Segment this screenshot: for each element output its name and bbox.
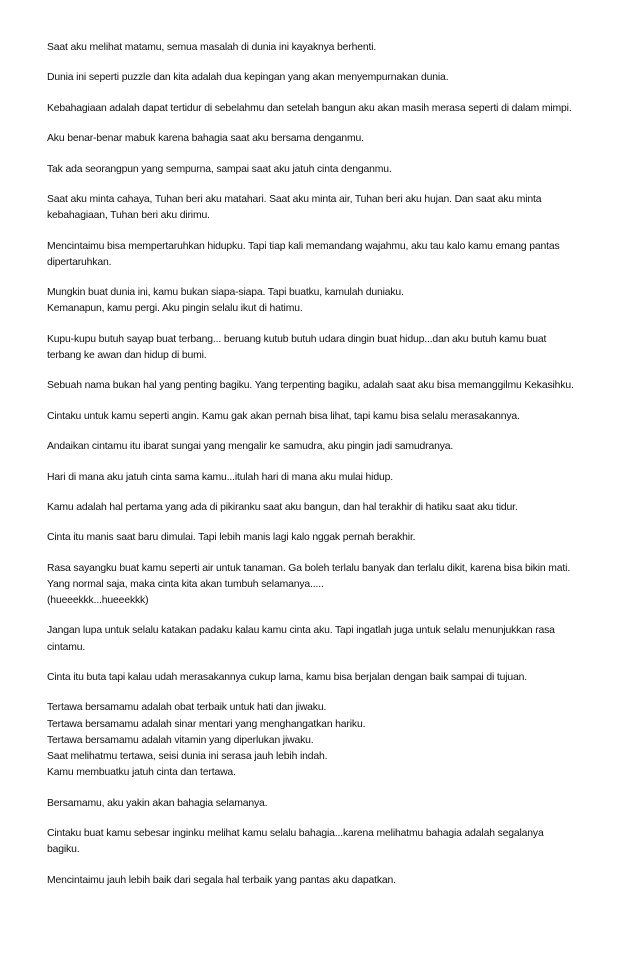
text-line: Kamu membuatku jatuh cinta dan tertawa. [47,767,236,779]
paragraph [47,623,607,655]
paragraph [47,470,607,486]
paragraph [47,131,607,147]
text-line: Tak ada seorangpun yang sempurna, sampai saat aku jatuh cinta denganmu. [47,163,392,175]
text-line: Rasa sayangku buat kamu seperti air untuk tanaman. Ga boleh terlalu banyak dan terlalu dikit, karena bisa bikin mati. [47,562,571,574]
paragraph [47,162,607,178]
paragraph [47,796,607,812]
paragraph [47,439,607,455]
text-line: Yang normal saja, maka cinta kita akan tumbuh selamanya..... [47,578,324,590]
document-body [47,40,607,903]
text-line: cintamu. [47,641,86,653]
text-line: Kamu adalah hal pertama yang ada di pikiranku saat aku bangun, dan hal terakhir di hatiku saat aku tidur. [47,501,518,513]
paragraph [47,530,607,546]
paragraph [47,285,607,317]
paragraph [47,670,607,686]
text-line: Kemanapun, kamu pergi. Aku pingin selalu ikut di hatimu. [47,303,303,315]
text-line: kebahagiaan, Tuhan beri aku dirimu. [47,210,210,222]
paragraph [47,70,607,86]
paragraph [47,500,607,516]
paragraph [47,873,607,889]
text-line: bagiku. [47,844,80,856]
text-line: Mencintaimu jauh lebih baik dari segala hal terbaik yang pantas aku dapatkan. [47,874,396,886]
paragraph [47,561,607,610]
paragraph [47,700,607,781]
paragraph [47,378,607,394]
text-line: Cintaku untuk kamu seperti angin. Kamu gak akan pernah bisa lihat, tapi kamu bisa selalu merasakannya. [47,410,520,422]
text-line: Tertawa bersamamu adalah vitamin yang diperlukan jiwaku. [47,734,314,746]
text-line: Hari di mana aku jatuh cinta sama kamu...itulah hari di mana aku mulai hidup. [47,471,393,483]
text-line: (hueeekkk...hueeekkk) [47,595,149,607]
paragraph [47,409,607,425]
text-line: Mencintaimu bisa mempertaruhkan hidupku. Tapi tiap kali memandang wajahmu, aku tau kalo kamu emang pantas [47,240,560,252]
text-line: Tertawa bersamamu adalah obat terbaik untuk hati dan jiwaku. [47,702,327,714]
text-line: Saat aku melihat matamu, semua masalah di dunia ini kayaknya berhenti. [47,42,377,53]
text-line: Cintaku buat kamu sebesar inginku melihat kamu selalu bahagia...karena melihatmu bahagia adalah segalanya [47,828,544,840]
text-line: terbang ke awan dan hidup di bumi. [47,349,207,361]
text-line: Kupu-kupu butuh sayap buat terbang... beruang kutub butuh udara dingin buat hidup...dan aku butuh kamu buat [47,333,547,345]
text-line: Aku benar-benar mabuk karena bahagia saat aku bersama denganmu. [47,133,364,145]
text-line: Kebahagiaan adalah dapat tertidur di sebelahmu dan setelah bangun aku akan masih merasa seperti di dalam mimpi. [47,102,572,114]
text-line: Sebuah nama bukan hal yang penting bagiku. Yang terpenting bagiku, adalah saat aku bisa memanggilmu Kekasihku. [47,380,574,392]
text-line: Saat melihatmu tertawa, seisi dunia ini serasa jauh lebih indah. [47,751,328,763]
text-line: Cinta itu buta tapi kalau udah merasakannya cukup lama, kamu bisa berjalan dengan baik sampai di tujuan. [47,672,527,684]
paragraph [47,332,607,364]
text-line: Cinta itu manis saat baru dimulai. Tapi lebih manis lagi kalo nggak pernah berakhir. [47,532,416,544]
text-line: Tertawa bersamamu adalah sinar mentari yang menghangatkan hariku. [47,718,366,730]
text-line: Bersamamu, aku yakin akan bahagia selamanya. [47,797,268,809]
paragraph [47,40,607,56]
paragraph [47,826,607,858]
text-line: dipertaruhkan. [47,256,112,268]
text-line: Jangan lupa untuk selalu katakan padaku kalau kamu cinta aku. Tapi ingatlah juga untuk selalu menunjukkan rasa [47,625,555,637]
paragraph [47,101,607,117]
paragraph [47,239,607,271]
paragraph [47,192,607,224]
text-line: Mungkin buat dunia ini, kamu bukan siapa-siapa. Tapi buatku, kamulah duniaku. [47,287,404,299]
text-line: Saat aku minta cahaya, Tuhan beri aku matahari. Saat aku minta air, Tuhan beri aku hujan. Dan saat aku minta [47,193,542,205]
text-line: Andaikan cintamu itu ibarat sungai yang mengalir ke samudra, aku pingin jadi samudranya. [47,441,454,453]
text-line: Dunia ini seperti puzzle dan kita adalah dua kepingan yang akan menyempurnakan dunia. [47,72,449,84]
